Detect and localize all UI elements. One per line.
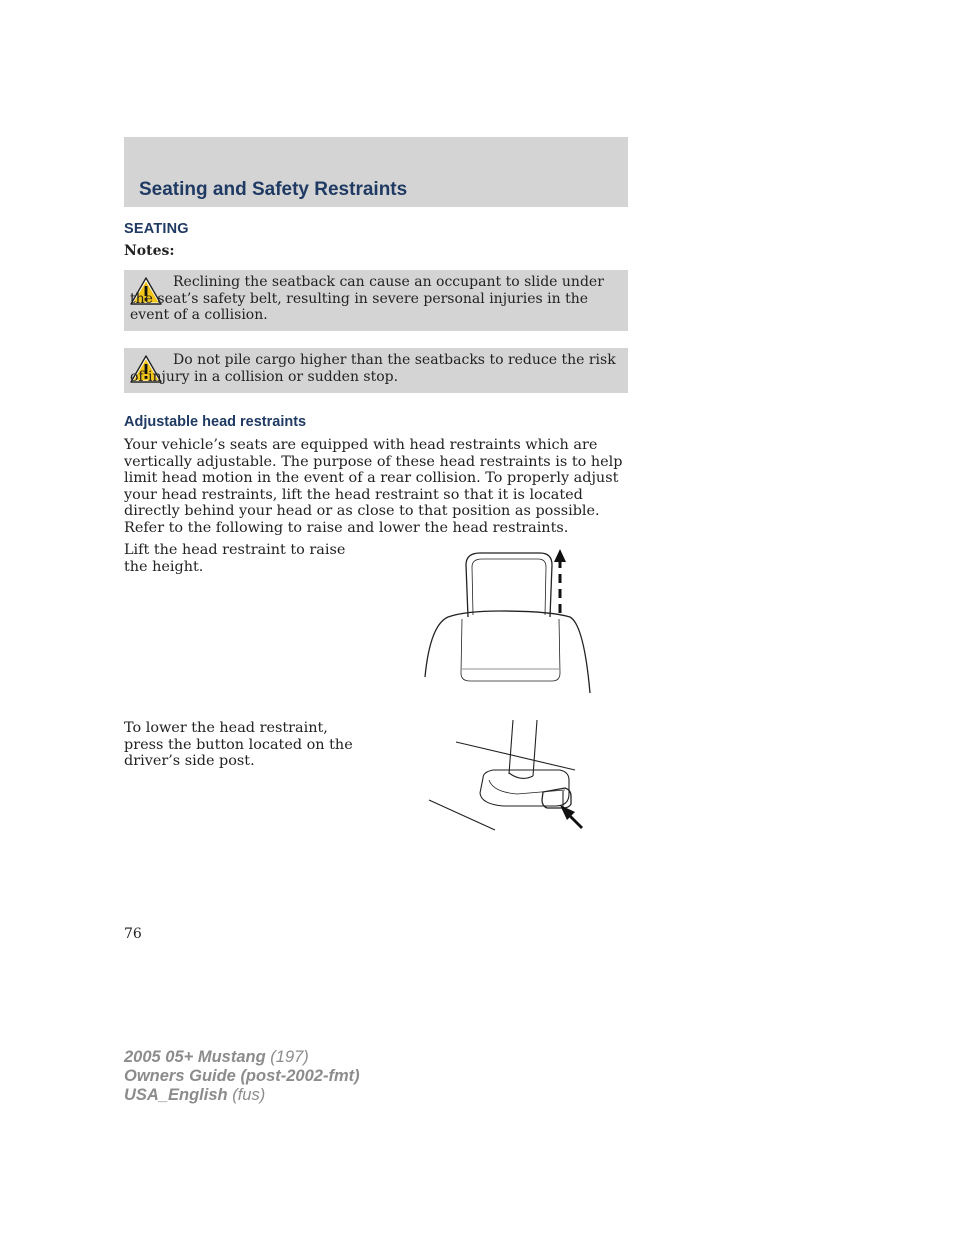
section-header [124, 137, 628, 207]
raise-head-restraint-illustration [420, 545, 600, 697]
notes-label: Notes: [124, 243, 175, 259]
adjustable-head-restraints-heading: Adjustable head restraints [124, 414, 307, 430]
lower-instructions: To lower the head restraint, press the button located on the driver’s side post. [124, 720, 353, 769]
warning-box-1 [124, 270, 628, 331]
footer-model: 2005 05+ Mustang [124, 1048, 266, 1066]
footer-language: USA_English [124, 1086, 228, 1104]
lower-head-restraint-illustration [425, 718, 595, 860]
section-title: Seating and Safety Restraints [139, 179, 408, 200]
document-footer [124, 1048, 360, 1105]
footer-guide: Owners Guide (post-2002-fmt) [124, 1067, 360, 1085]
seating-heading: SEATING [124, 221, 189, 237]
head-restraints-intro: Your vehicle’s seats are equipped with head restraints which are vertically adjustable. The purpose of these head restraints is to help limit head motion in the event of a rear collision. To properly adjust your head restraints, lift the head restraint so that it is located directly behind your head or as close to that position as possible. Refer to the following to raise and lower the head restraints. [124, 437, 623, 536]
raise-instructions: Lift the head restraint to raise the height. [124, 542, 346, 575]
warning-box-2 [124, 348, 628, 393]
warning-text-1: Reclining the seatback can cause an occupant to slide under the seat’s safety belt, resulting in severe personal injuries in the event of a collision. [130, 274, 604, 323]
footer-language-code: (fus) [227, 1086, 266, 1104]
page-number: 76 [124, 926, 142, 942]
footer-model-code: (197) [265, 1048, 309, 1066]
warning-text-2: Do not pile cargo higher than the seatbacks to reduce the risk of injury in a collision or sudden stop. [130, 352, 616, 385]
